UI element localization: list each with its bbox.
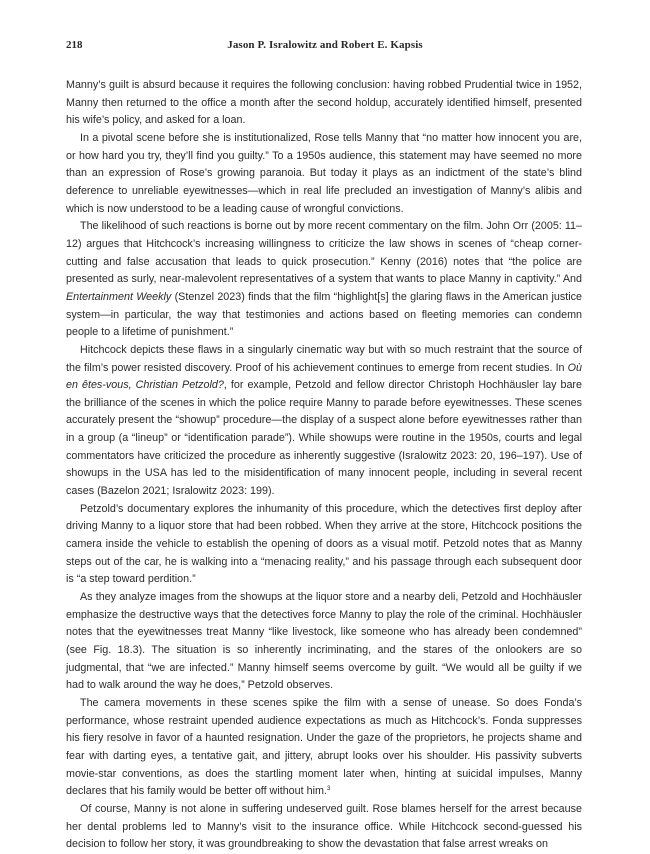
paragraph-2 — [66, 130, 582, 218]
paragraph-1 — [66, 77, 582, 130]
paragraph-text: Petzold’s documentary explores the inhumanity of this procedure, which the detectives first deploy after driving Manny to a liquor store that had been robbed. When they arrive at the store, Hitchcock positions the camera inside the vehicle to establish the opening of doors as a visual motif. Petzold notes that as Manny steps out of the car, he is walking into a “menacing reality,” and his passage through each subsequent door is “a step toward perdition.” — [66, 502, 582, 586]
running-head: Jason P. Isralowitz and Robert E. Kapsis — [227, 39, 423, 51]
paragraph-text: , for example, Petzold and fellow director Christoph Hochhäusler lay bare the brilliance of the scenes in which the police require Manny to parade before eyewitnesses. These scenes accurately present the “showup” procedure—the display of a suspect alone before eyewitnesses rather than in a group (a “lineup” or “identification parade”). While showups were routine in the 1950s, courts and legal commentators have criticized the procedure as inherently suggestive (Isralowitz 2023: 20, 196–197). Use of showups in the USA has led to the misidentification of many innocent people, including in several recent cases (Bazelon 2021; Isralowitz 2023: 199). — [66, 379, 582, 498]
paragraph-text: (Stenzel 2023) finds that the film “highlight[s] the glaring flaws in the American justice system—in particular, the way that testimonies and actions based on fleeting memories can condemn people to a lifetime of punishment.” — [66, 290, 582, 339]
paragraph-3 — [66, 218, 582, 342]
page-number: 218 — [66, 39, 83, 51]
paragraph-text: In a pivotal scene before she is institutionalized, Rose tells Manny that “no matter how innocent you are, or how hard you try, they’ll find you guilty.” To a 1950s audience, this statement may have seemed no more than an expression of Rose’s growing paranoia. But today it plays as an indictment of the state’s blind deference to unreliable eyewitnesses—which in real life precluded an investigation of Manny’s alibis and which is now understood to be a leading cause of wrongful convictions. — [66, 131, 582, 215]
paragraph-text: The likelihood of such reactions is borne out by more recent commentary on the film. John Orr (2005: 11–12) argues that Hitchcock’s increasing willingness to criticize the law shows in scenes of “cheap corner-cutting and false accusation that leads to quick prosecution.” Kenny (2016) notes that “the police are presented as surly, near-malevolent representatives of a system that wants to place Manny in captivity.” And — [66, 220, 582, 286]
paragraph-text: As they analyze images from the showups at the liquor store and a nearby deli, Petzold and Hochhäusler emphasize the destructive ways that the detectives force Manny to play the role of the criminal. Hochhäusler notes that the eyewitnesses treat Manny “like livestock, like someone who has already been condemned” (see Fig. 18.3). The situation is so inherently incriminating, and the stares of the onlookers are so judgmental, that “we are infected.” Manny himself seems overcome by guilt. “We would all be guilty if we had to walk around the way he does,” Petzold observes. — [66, 591, 582, 692]
paragraph-text: The camera movements in these scenes spike the film with a sense of unease. So does Fonda’s performance, whose restraint upended audience expectations as much as Hitchcock’s. Fonda suppresses his fiery resolve in favor of a haunted resignation. Under the gaze of the proprietors, he projects shame and fear with darting eyes, a tentative gait, and jittery, abrupt looks over his shoulder. His passivity subverts movie-star conventions, as does the startling moment later when, hinting at suicidal impulses, Manny declares that his family would be better off without him. — [66, 696, 582, 798]
paragraph-6 — [66, 589, 582, 695]
paragraph-4 — [66, 342, 582, 501]
body-text — [66, 77, 582, 854]
paragraph-text: Of course, Manny is not alone in suffering undeserved guilt. Rose blames herself for the arrest because her dental problems led to Manny’s visit to the insurance office. While Hitchcock second-guessed his decision to follow her story, it was groundbreaking to show the devastation that false arrest wreaks on — [66, 802, 582, 851]
paragraph-8 — [66, 801, 582, 854]
publication-title: Entertainment Weekly — [66, 290, 172, 303]
page-header — [66, 39, 584, 55]
paragraph-7 — [66, 695, 582, 801]
film-title: Où en êtes-vous, Christian Petzold? — [66, 361, 582, 392]
paragraph-text: Manny’s guilt is absurd because it requires the following conclusion: having robbed Prudential twice in 1952, Manny then returned to the office a month after the second holdup, accurately identified himself, presented his wife’s policy, and asked for a loan. — [66, 79, 582, 127]
footnote-marker: 3 — [326, 785, 331, 793]
paragraph-5 — [66, 501, 582, 589]
paragraph-text: Hitchcock depicts these flaws in a singularly cinematic way but with so much restraint that the source of the film’s power resisted discovery. Proof of his achievement continues to emerge from recent studies. In — [66, 343, 582, 374]
